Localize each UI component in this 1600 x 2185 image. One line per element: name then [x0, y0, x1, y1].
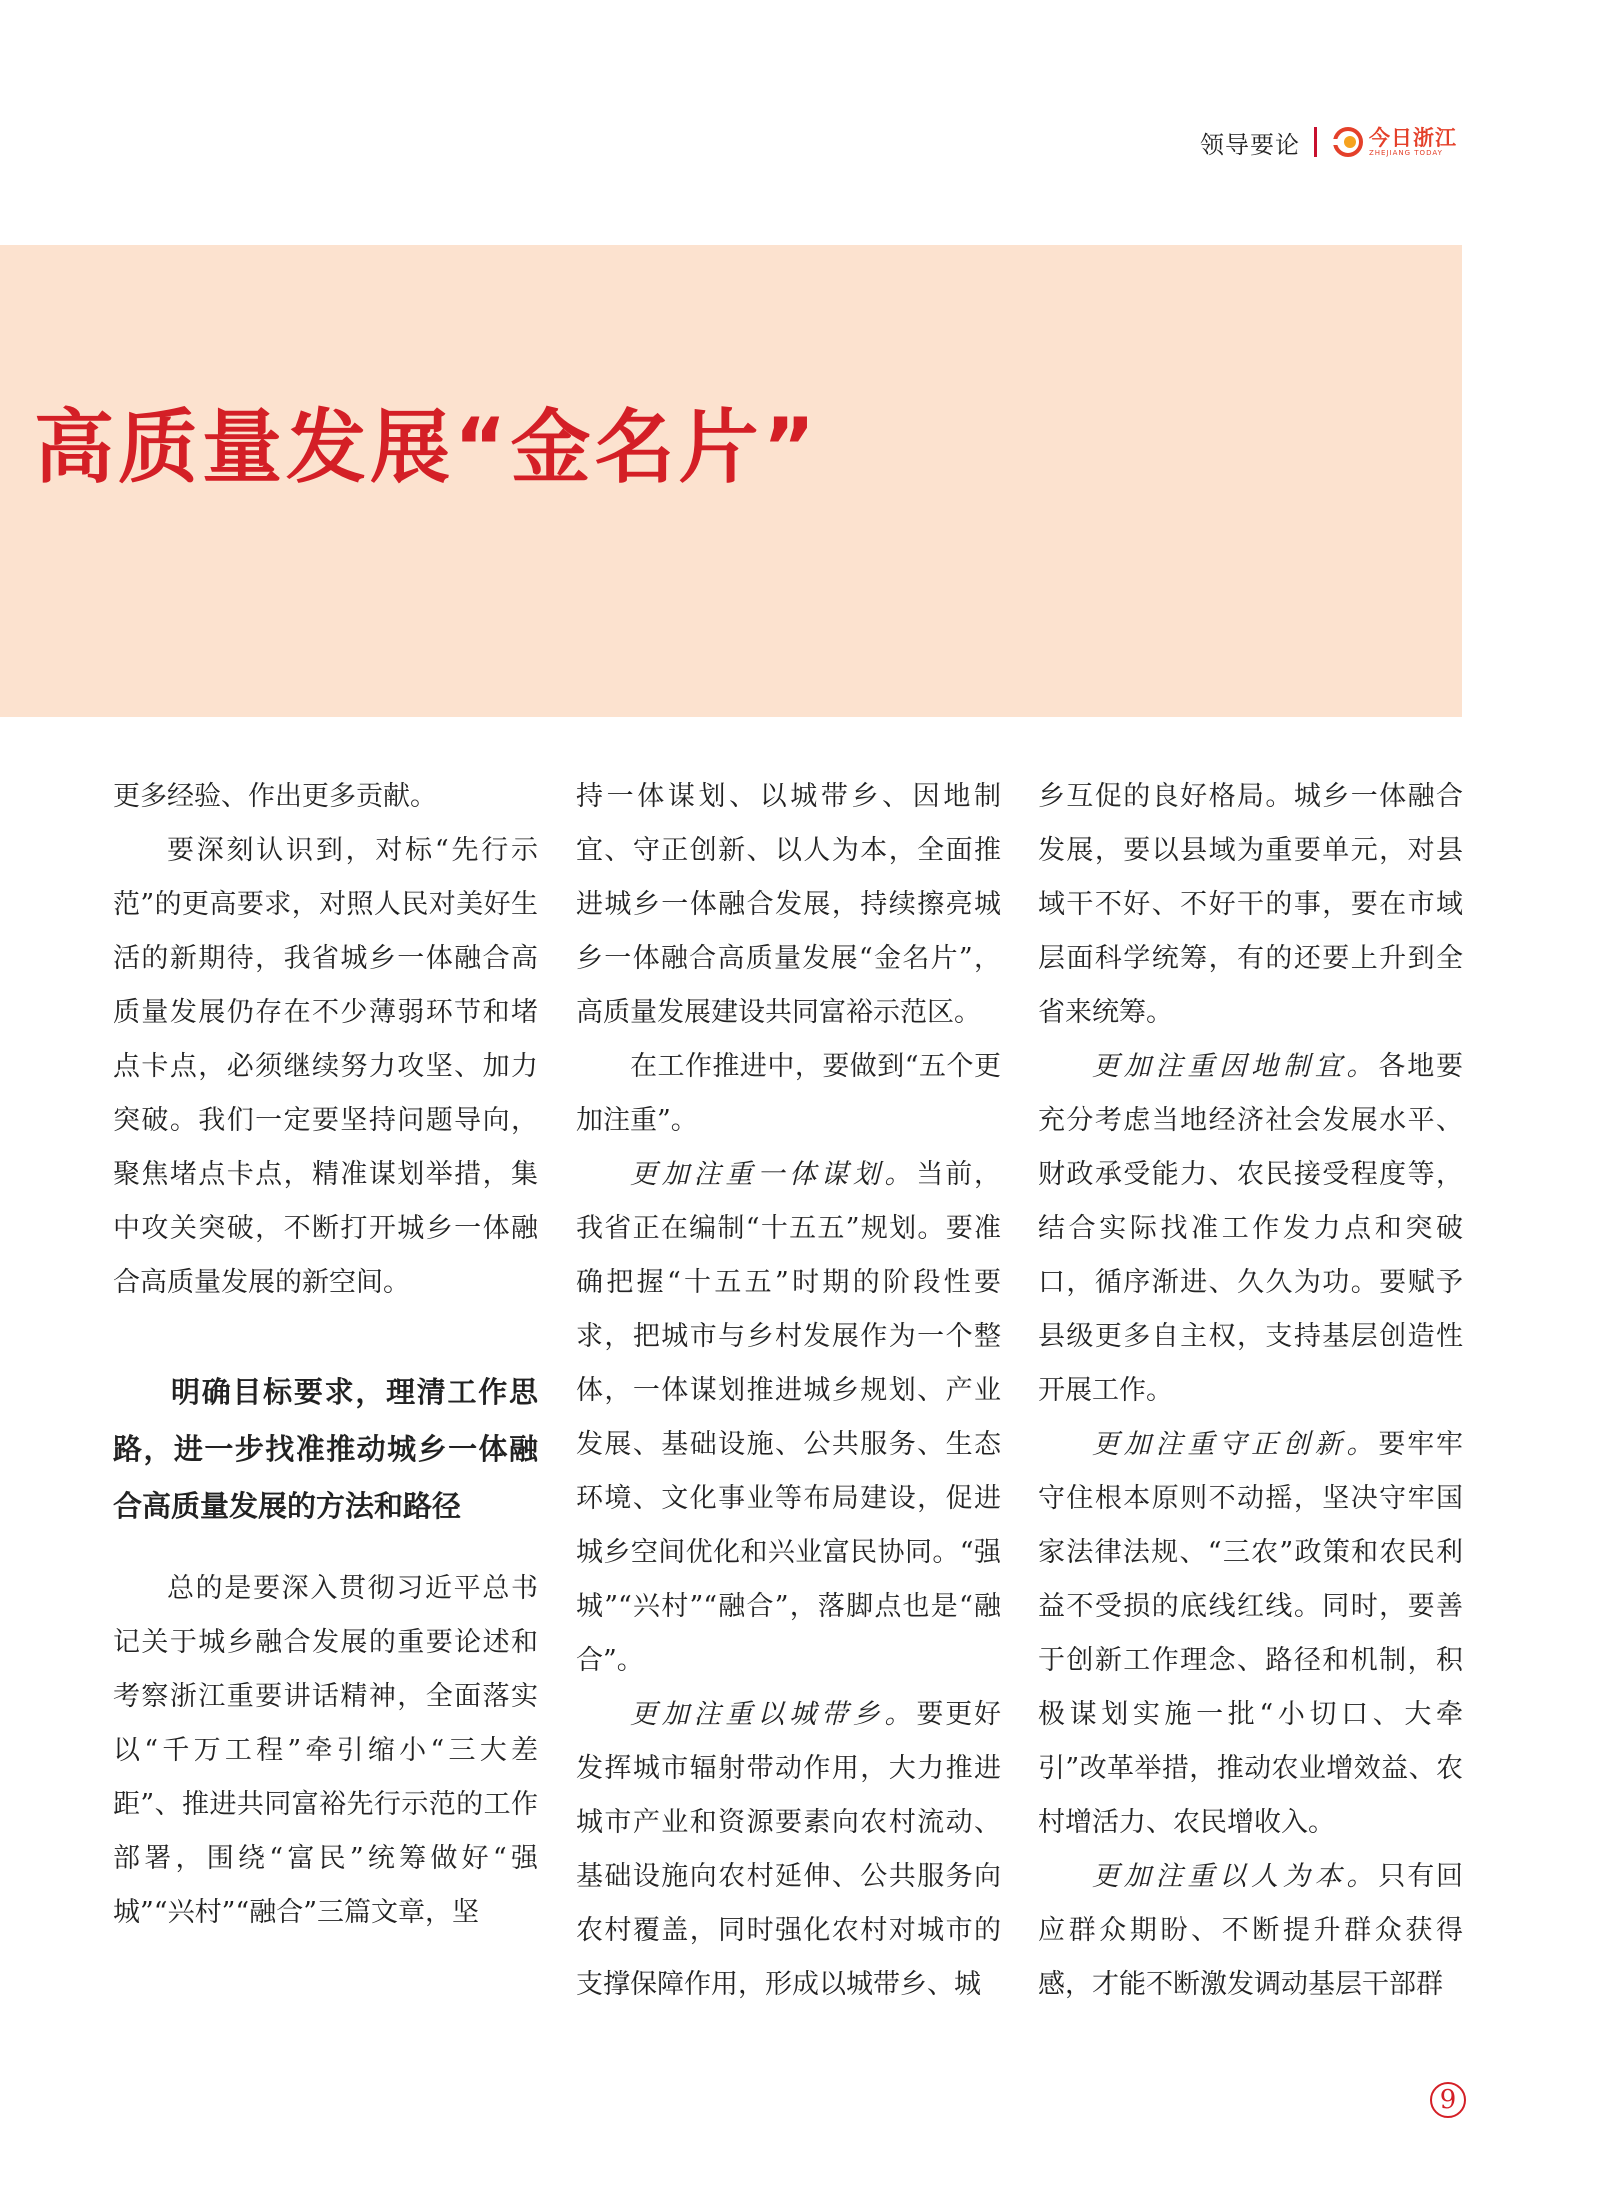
- paragraph: [1038, 1040, 1463, 1418]
- magazine-logo: [1331, 125, 1457, 159]
- paragraph: [1038, 1850, 1463, 2012]
- text-column-1: [113, 770, 538, 1940]
- paragraph: [576, 1688, 1001, 2012]
- lead-phrase: 更加注重守正创新。: [1092, 1429, 1379, 1460]
- logo-swirl-icon: [1331, 125, 1365, 159]
- paragraph: [1038, 1418, 1463, 1850]
- paragraph: 持一体谋划、以城带乡、因地制宜、守正创新、以人为本，全面推进城乡一体融合发展，持续擦亮城乡一体融合高质量发展“金名片”，高质量发展建设共同富裕示范区。: [576, 781, 1001, 1028]
- lead-phrase: 更加注重以城带乡。: [630, 1699, 917, 1730]
- header-divider: [1314, 127, 1317, 157]
- lead-phrase: 更加注重以人为本。: [1092, 1861, 1379, 1892]
- logo-english-text: ZHEJIANG TODAY: [1369, 149, 1443, 157]
- page-header: [1200, 122, 1470, 162]
- text-column-3: [1038, 770, 1463, 2012]
- paragraph: [576, 1148, 1001, 1688]
- page-number: 9: [1430, 2082, 1466, 2118]
- paragraph-body: 要更好发挥城市辐射带动作用，大力推进城市产业和资源要素向农村流动、基础设施向农村延伸、公共服务向农村覆盖，同时强化农村对城市的支撑保障作用，形成以城带乡、城: [576, 1699, 1002, 2000]
- paragraph: 总的是要深入贯彻习近平总书记关于城乡融合发展的重要论述和考察浙江重要讲话精神，全面落实以“千万工程”牵引缩小“三大差距”、推进共同富裕先行示范的工作部署，围绕“富民”统筹做好“强城”“兴村”“融合”三篇文章，坚: [113, 1573, 538, 1928]
- section-label: 领导要论: [1200, 130, 1300, 159]
- paragraph-body: 各地要充分考虑当地经济社会发展水平、财政承受能力、农民接受程度等，结合实际找准工作发力点和突破口，循序渐进、久久为功。要赋予县级更多自主权，支持基层创造性开展工作。: [1038, 1051, 1464, 1406]
- lead-phrase: 更加注重因地制宜。: [1092, 1051, 1379, 1082]
- paragraph-body: 只有回应群众期盼、不断提升群众获得感，才能不断激发调动基层干部群: [1038, 1861, 1464, 2000]
- logo-chinese-text: 今日浙江: [1369, 125, 1457, 150]
- paragraph-body: 要牢牢守住根本原则不动摇，坚决守牢国家法律法规、“三农”政策和农民利益不受损的底线红线。同时，要善于创新工作理念、路径和机制，积极谋划实施一批“小切口、大牵引”改革举措，推动农业增效益、农村增活力、农民增收入。: [1038, 1429, 1464, 1838]
- lead-phrase: 更加注重一体谋划。: [630, 1159, 917, 1190]
- paragraph: 在工作推进中，要做到“五个更加注重”。: [576, 1051, 1001, 1136]
- paragraph: 要深刻认识到，对标“先行示范”的更高要求，对照人民对美好生活的新期待，我省城乡一体融合高质量发展仍存在不少薄弱环节和堵点卡点，必须继续努力攻坚、加力突破。我们一定要坚持问题导向，聚焦堵点卡点，精准谋划举措，集中攻关突破，不断打开城乡一体融合高质量发展的新空间。: [113, 835, 538, 1298]
- paragraph-body: 当前，我省正在编制“十五五”规划。要准确把握“十五五”时期的阶段性要求，把城市与乡村发展作为一个整体，一体谋划推进城乡规划、产业发展、基础设施、公共服务、生态环境、文化事业等布局建设，促进城乡空间优化和兴业富民协同。“强城”“兴村”“融合”，落脚点也是“融合”。: [576, 1159, 1002, 1676]
- article-title: 高质量发展“金名片”: [34, 401, 820, 494]
- paragraph: 乡互促的良好格局。城乡一体融合发展，要以县域为重要单元，对县域干不好、不好干的事，要在市域层面科学统筹，有的还要上升到全省来统筹。: [1038, 781, 1463, 1028]
- paragraph: 更多经验、作出更多贡献。: [113, 781, 437, 812]
- text-column-2: [576, 770, 1001, 2012]
- section-heading: 明确目标要求，理清工作思路，进一步找准推动城乡一体融合高质量发展的方法和路径: [113, 1375, 538, 1523]
